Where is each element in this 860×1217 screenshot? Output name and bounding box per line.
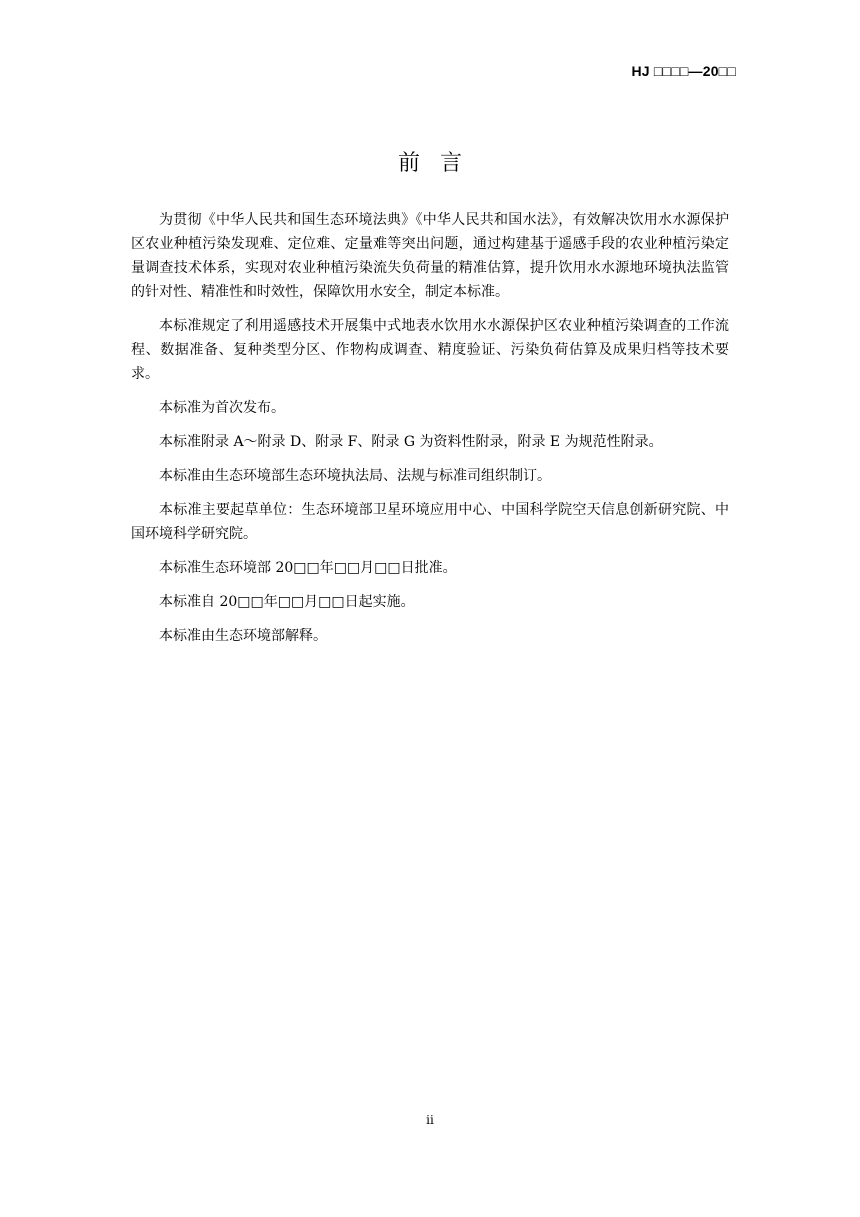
preface-paragraph-drafters: 本标准主要起草单位：生态环境部卫星环境应用中心、中国科学院空天信息创新研究院、中国环境科学研究院。 [131, 502, 729, 542]
preface-body [131, 208, 729, 658]
preface-paragraph-first-release: 本标准为首次发布。 [159, 400, 285, 416]
preface-paragraph-scope: 本标准规定了利用遥感技术开展集中式地表水饮用水水源保护区农业种植污染调查的工作流程、数据准备、复种类型分区、作物构成调查、精度验证、污染负荷估算及成果归档等技术要求。 [131, 318, 729, 382]
page-number: ii [426, 1113, 434, 1127]
preface-paragraph-appendices: 本标准附录 A～附录 D、附录 F、附录 G 为资料性附录，附录 E 为规范性附录。 [159, 434, 663, 450]
preface-paragraph-approval: 本标准生态环境部 20□□年□□月□□日批准。 [159, 560, 457, 576]
preface-paragraph-interpretation: 本标准由生态环境部解释。 [159, 628, 327, 644]
standard-code-header: HJ □□□□—20□□ [631, 63, 736, 79]
preface-paragraph-purpose: 为贯彻《中华人民共和国生态环境法典》《中华人民共和国水法》，有效解决饮用水水源保护区农业种植污染发现难、定位难、定量难等突出问题，通过构建基于遥感手段的农业种植污染定量调查技术体系，实现对农业种植污染流失负荷量的精准估算，提升饮用水水源地环境执法监管的针对性、精准性和时效性，保障饮用水安全，制定本标准。 [131, 212, 729, 300]
preface-paragraph-organizers: 本标准由生态环境部生态环境执法局、法规与标准司组织制订。 [159, 468, 551, 484]
preface-paragraph-implementation: 本标准自 20□□年□□月□□日起实施。 [159, 594, 415, 610]
page-title: 前言 [397, 151, 482, 176]
